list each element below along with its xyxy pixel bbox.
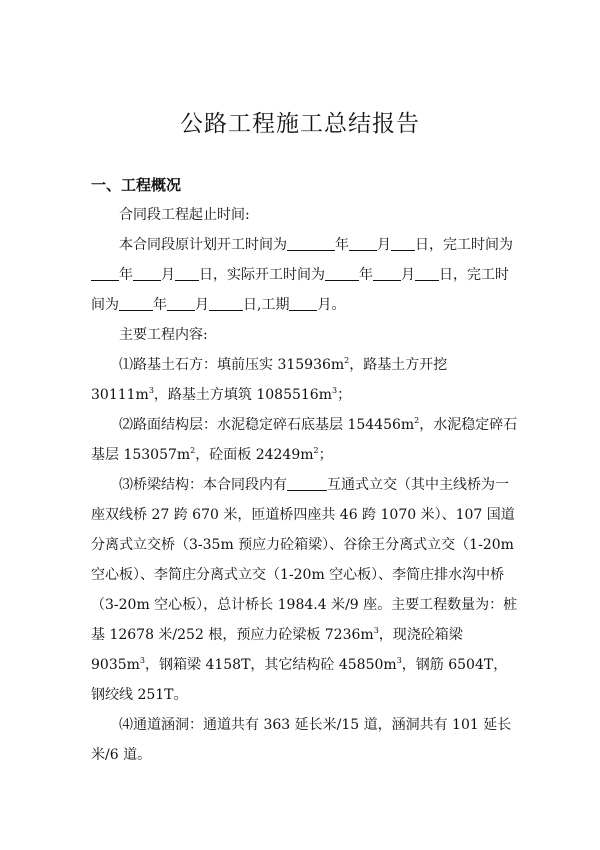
main-content-label: 主要工程内容: bbox=[119, 327, 208, 343]
planned-end-month-blank bbox=[133, 264, 161, 281]
planned-end-year-blank bbox=[91, 264, 119, 281]
item-pavement-structure: ⑵路面结构层：水泥稳定碎石底基层 $154456m^2$，水泥稳定碎石基层 $153057m^2$，砼面板 $24249m^2$； bbox=[91, 416, 518, 463]
document-body bbox=[91, 200, 521, 770]
page-title: 公路工程施工总结报告 bbox=[180, 111, 420, 137]
actual-end-month-blank bbox=[167, 294, 195, 311]
section-heading-project-overview: 一、工程概况 bbox=[91, 176, 182, 194]
item-subgrade-earthwork: ⑴路基土石方：填前压实 $315936m^2$，路基土方开挖 $30111m^3$，路基土方填筑 $1085516m^3$； bbox=[91, 356, 448, 403]
actual-end-year-blank bbox=[119, 294, 153, 311]
planned-start-day-blank bbox=[391, 234, 415, 251]
planned-start-year-blank bbox=[287, 234, 335, 251]
item-bridge-structure: ⑶桥梁结构：本合同段内有 互通式立交（其中主线桥为一座双线桥 27 跨 670 米，匝道桥四座共 46 跨 1070 米）、107 国道分离式立交桥（3-35m 预应力砼箱梁）、谷徐王分离式立交（1-20m 空心板）、李简庄分离式立交（1-20m 空心板）、李简庄排水沟中桥（3-20m 空心板），总计桥长 1984.4 米/9 座。主要工程数量为：桩基 12678 米/252 根，预应力砼梁板 $7236m^3$，现浇砼箱梁 $9035m^3$，钢箱梁 4158T，其它结构砼 $45850m^3$，钢筋 6504T，钢绞线 251T。 bbox=[91, 470, 521, 710]
contract-time-label: 合同段工程起止时间: bbox=[119, 207, 250, 223]
planned-end-day-blank bbox=[175, 264, 199, 281]
actual-start-day-blank bbox=[415, 264, 439, 281]
actual-start-year-blank bbox=[325, 264, 359, 281]
item-culverts-passages: ⑷通道涵洞：通道共有 363 延长米/15 道，涵洞共有 101 延长米/6 道。 bbox=[91, 717, 512, 763]
actual-start-month-blank bbox=[373, 264, 401, 281]
interchange-count-blank bbox=[287, 474, 327, 491]
planned-start-month-blank bbox=[349, 234, 377, 251]
duration-months-blank bbox=[289, 294, 317, 311]
schedule-paragraph: 本合同段原计划开工时间为 年 月 日，完工时间为年 月 日，实际开工时间为 年 月 日，完工时间为 年 月 日,工期 月。 bbox=[91, 230, 521, 320]
actual-end-day-blank bbox=[209, 294, 243, 311]
